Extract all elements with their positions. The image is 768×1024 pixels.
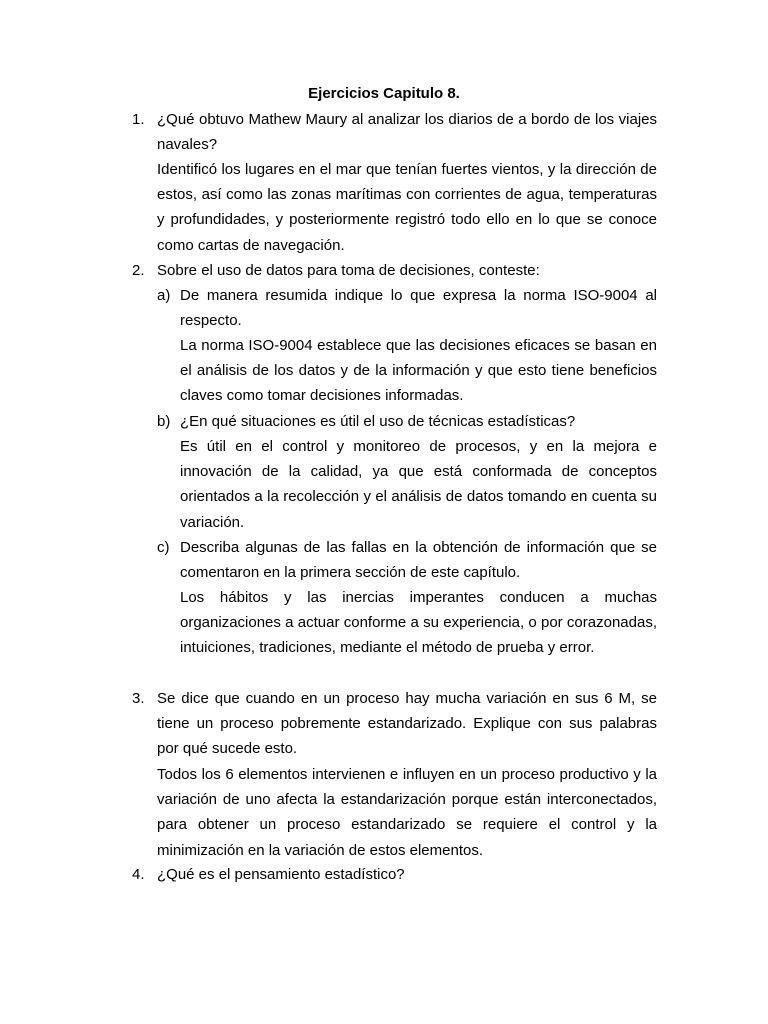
question-4-number: 4. (132, 866, 145, 883)
question-2b-label: b) (157, 413, 171, 430)
question-3-number: 3. (132, 690, 145, 707)
answer-2a-text: La norma ISO-9004 establece que las decisiones eficaces se basan en el análisis de los datos y de la información y que esto tiene beneficios claves como tomar decisiones informadas. (180, 337, 657, 405)
question-1-number: 1. (132, 111, 145, 128)
answer-2c-text: Los hábitos y las inercias imperantes conducen a muchas organizaciones a actuar conforme a su experiencia, o por corazonadas, intuiciones, tradiciones, mediante el método de prueba y error. (180, 589, 657, 657)
question-2c-text: Describa algunas de las fallas en la obtención de información que se comentaron en la primera sección de este capítulo. (180, 539, 657, 582)
question-2c-label: c) (157, 539, 170, 556)
question-2b-text: ¿En qué situaciones es útil el uso de técnicas estadísticas? (180, 413, 576, 430)
answer-1-text: Identificó los lugares en el mar que tenían fuertes vientos, y la dirección de estos, así como las zonas marítimas con corrientes de agua, temperaturas y profundidades, y posteriormente registró todo ello en lo que se conoce como cartas de navegación. (157, 161, 657, 254)
document-title: Ejercicios Capitulo 8. (308, 85, 460, 102)
question-4-text: ¿Qué es el pensamiento estadístico? (157, 866, 405, 883)
question-2a-text: De manera resumida indique lo que expresa la norma ISO-9004 al respecto. (180, 287, 657, 330)
question-3-text: Se dice que cuando en un proceso hay mucha variación en sus 6 M, se tiene un proceso pobremente estandarizado. Explique con sus palabras por qué sucede esto. (157, 690, 657, 758)
answer-2b-text: Es útil en el control y monitoreo de procesos, y en la mejora e innovación de la calidad, ya que está conformada de conceptos orientados a la recolección y el análisis de datos tomando en cuenta su variación. (180, 438, 657, 531)
question-1-text: ¿Qué obtuvo Mathew Maury al analizar los diarios de a bordo de los viajes navales? (157, 111, 657, 154)
question-2-text: Sobre el uso de datos para toma de decisiones, conteste: (157, 262, 540, 279)
question-2-number: 2. (132, 262, 145, 279)
question-2a-label: a) (157, 287, 171, 304)
answer-3-text: Todos los 6 elementos intervienen e influyen en un proceso productivo y la variación de uno afecta la estandarización porque están interconectados, para obtener un proceso estandarizado se requiere el control y la minimización en la variación de estos elementos. (157, 766, 657, 859)
